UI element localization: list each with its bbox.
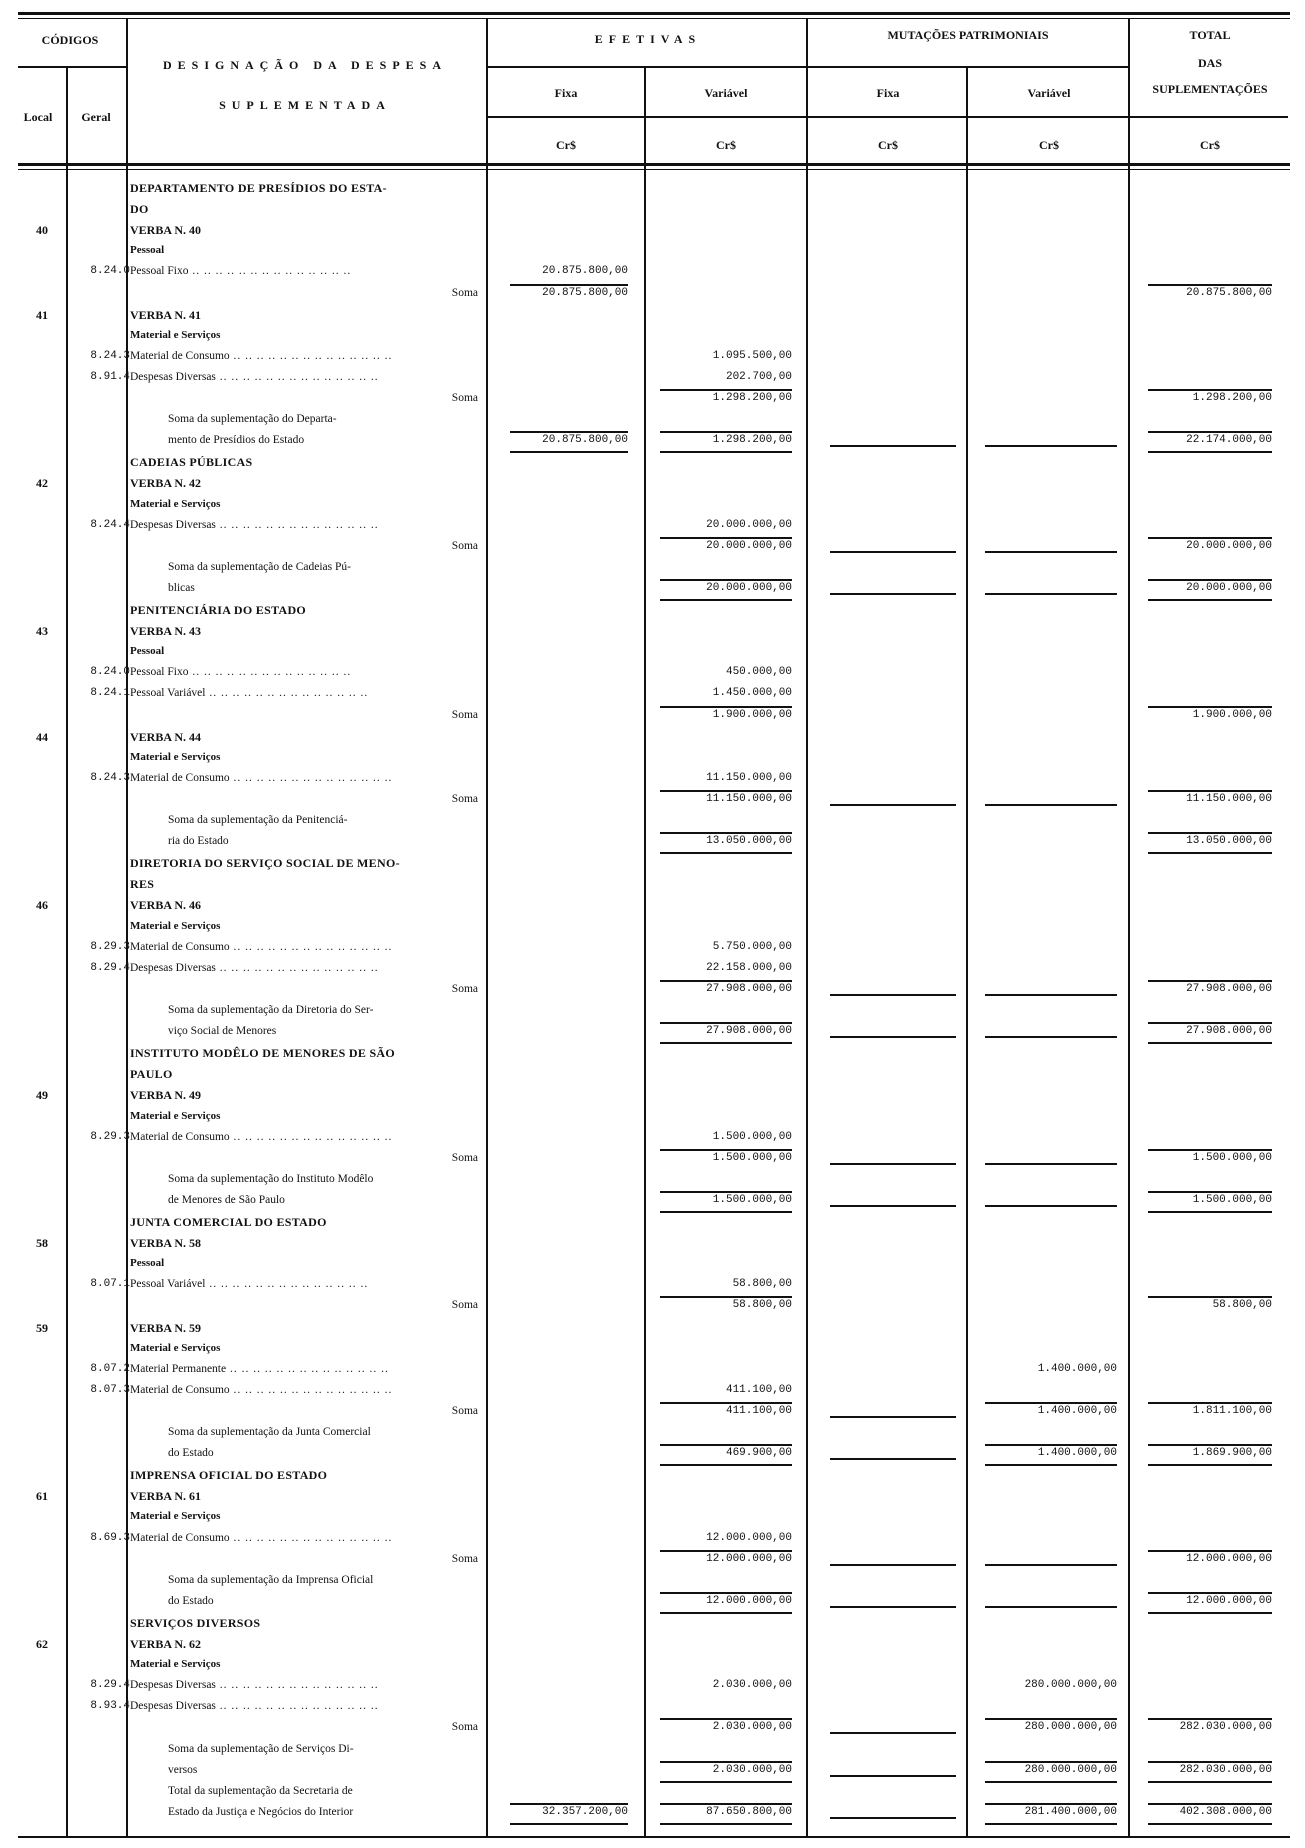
amount-rule <box>1148 284 1272 286</box>
designation-text: VERBA N. 44 <box>130 730 202 744</box>
amount-rule <box>985 1761 1117 1763</box>
amount-rule <box>660 537 792 539</box>
amount-rule <box>660 1761 792 1763</box>
amount-rule <box>1148 832 1272 834</box>
designation-text: Pessoal Variável .. .. <box>130 688 480 700</box>
amount-var: 12.000.000,00 <box>706 1532 792 1544</box>
designation-text: Soma da suplementação da Imprensa Oficial <box>168 1574 374 1586</box>
designation-text: Soma <box>451 1299 478 1311</box>
code-geral: 8.24.4 <box>90 519 130 531</box>
header-codigos: CÓDIGOS <box>41 33 99 47</box>
code-local: 40 <box>36 223 48 237</box>
designation-text: DIRETORIA DO SERVIÇO SOCIAL DE MENO- <box>130 856 400 870</box>
amount-rule <box>510 1803 628 1805</box>
code-geral: 8.24.3 <box>90 772 130 784</box>
amount-total: 402.308.000,00 <box>1179 1806 1272 1818</box>
designation-text: Material e Serviços <box>130 1510 221 1522</box>
designation-text: VERBA N. 46 <box>130 898 202 912</box>
designation-text: Total da suplementação da Secretaria de <box>168 1785 353 1797</box>
amount-mvar: 280.000.000,00 <box>1024 1764 1117 1776</box>
header-suplementada: SUPLEMENTADA <box>219 98 391 112</box>
amount-fixa: 32.357.200,00 <box>542 1806 628 1818</box>
designation-text: VERBA N. 59 <box>130 1321 202 1335</box>
amount-var: 2.030.000,00 <box>712 1764 792 1776</box>
header-mutacoes: MUTAÇÕES PATRIMONIAIS <box>887 28 1049 42</box>
amount-mvar: 1.400.000,00 <box>1037 1405 1117 1417</box>
amount-rule <box>1148 706 1272 708</box>
designation-text: versos <box>168 1764 198 1776</box>
rule-efetivas <box>488 66 808 68</box>
designation-text: Material de Consumo .. .. <box>130 942 480 954</box>
designation-text: Soma <box>451 1553 478 1565</box>
header-bottom-rule <box>18 163 1290 166</box>
designation-text: Pessoal <box>130 1257 165 1269</box>
amount-var: 12.000.000,00 <box>706 1553 792 1565</box>
mutation-dash <box>985 994 1117 996</box>
designation-text: VERBA N. 58 <box>130 1236 202 1250</box>
designation-text: Soma da suplementação da Diretoria do Ser- <box>168 1004 374 1016</box>
amount-rule <box>660 579 792 581</box>
mutation-dash <box>985 804 1117 806</box>
rule-subheads <box>488 116 1288 118</box>
header-mut-fixa: Fixa <box>876 86 900 100</box>
code-local: 43 <box>36 624 48 638</box>
designation-text: Soma <box>451 392 478 404</box>
code-local: 62 <box>36 1637 48 1651</box>
designation-text: Soma <box>451 709 478 721</box>
designation-text: viço Social de Menores <box>168 1025 277 1037</box>
amount-rule <box>1148 790 1272 792</box>
amount-rule <box>1148 1191 1272 1193</box>
header-local: Local <box>23 110 53 124</box>
amount-rule <box>660 1191 792 1193</box>
amount-var: 1.900.000,00 <box>712 709 792 721</box>
amount-rule <box>985 1823 1117 1825</box>
designation-text: VERBA N. 62 <box>130 1637 202 1651</box>
mutation-dash <box>830 593 956 595</box>
header-efetivas: EFETIVAS <box>594 32 702 46</box>
code-local: 58 <box>36 1236 48 1250</box>
designation-text: VERBA N. 40 <box>130 223 202 237</box>
mutation-dash <box>985 593 1117 595</box>
col-rule-local <box>66 66 68 1836</box>
designation-text: SERVIÇOS DIVERSOS <box>130 1616 261 1630</box>
amount-var: 202.700,00 <box>725 371 792 383</box>
top-rule <box>18 12 1290 15</box>
amount-var: 11.150.000,00 <box>706 793 792 805</box>
header-suplementacoes: SUPLEMENTAÇÕES <box>1152 82 1268 96</box>
designation-text: Material de Consumo .. .. <box>130 351 480 363</box>
designation-text: Estado da Justiça e Negócios do Interior <box>168 1806 354 1818</box>
amount-rule <box>1148 537 1272 539</box>
designation-text: de Menores de São Paulo <box>168 1194 285 1206</box>
mutation-dash <box>985 551 1117 553</box>
amount-total: 1.500.000,00 <box>1192 1152 1272 1164</box>
amount-rule <box>985 1718 1117 1720</box>
amount-rule <box>660 832 792 834</box>
designation-text: do Estado <box>168 1447 214 1459</box>
amount-var: 450.000,00 <box>725 666 792 678</box>
amount-rule <box>660 706 792 708</box>
amount-rule <box>660 852 792 854</box>
designation-text: Material e Serviços <box>130 498 221 510</box>
mutation-dash <box>830 1416 956 1418</box>
col-rule-fixa <box>644 66 646 1836</box>
code-geral: 8.24.1 <box>90 687 130 699</box>
designation-text: Soma da suplementação do Instituto Modêlo <box>168 1173 374 1185</box>
col-rule-geral <box>126 18 128 1836</box>
amount-total: 13.050.000,00 <box>1186 835 1272 847</box>
top-rule-thin <box>18 18 1290 19</box>
amount-rule <box>1148 389 1272 391</box>
designation-text: JUNTA COMERCIAL DO ESTADO <box>130 1215 327 1229</box>
designation-text: Despesas Diversas .. .. <box>130 1680 480 1692</box>
mutation-dash <box>830 1564 956 1566</box>
amount-rule <box>1148 1612 1272 1614</box>
amount-var: 58.800,00 <box>732 1299 792 1311</box>
mutation-dash <box>830 1817 956 1819</box>
amount-mvar: 281.400.000,00 <box>1024 1806 1117 1818</box>
designation-text: mento de Presídios do Estado <box>168 434 305 446</box>
amount-rule <box>660 1803 792 1805</box>
amount-rule <box>1148 1149 1272 1151</box>
designation-text: PAULO <box>130 1067 173 1081</box>
code-local: 44 <box>36 730 48 744</box>
header-variavel: Variável <box>704 86 748 100</box>
amount-var: 1.500.000,00 <box>712 1152 792 1164</box>
designation-text: Despesas Diversas .. .. <box>130 963 480 975</box>
designation-text: Pessoal <box>130 645 165 657</box>
amount-var: 27.908.000,00 <box>706 1025 792 1037</box>
amount-rule <box>1148 431 1272 433</box>
amount-var: 469.900,00 <box>725 1447 792 1459</box>
code-local: 42 <box>36 476 48 490</box>
amount-var: 11.150.000,00 <box>706 772 792 784</box>
code-geral: 8.29.4 <box>90 1679 130 1691</box>
designation-text: VERBA N. 42 <box>130 476 202 490</box>
mutation-dash <box>830 1205 956 1207</box>
designation-text: Soma da suplementação do Departa- <box>168 413 337 425</box>
amount-rule <box>985 1444 1117 1446</box>
amount-mvar: 1.400.000,00 <box>1037 1363 1117 1375</box>
designation-text: RES <box>130 877 155 891</box>
header-bottom-rule-thin <box>18 169 1290 170</box>
designation-text: CADEIAS PÚBLICAS <box>130 455 253 469</box>
amount-var: 2.030.000,00 <box>712 1679 792 1691</box>
mutation-dash <box>985 1606 1117 1608</box>
header-currency-mfixa: Cr$ <box>878 138 898 152</box>
amount-mvar: 1.400.000,00 <box>1037 1447 1117 1459</box>
designation-text: INSTITUTO MODÊLO DE MENORES DE SÃO <box>130 1046 396 1060</box>
amount-rule <box>660 980 792 982</box>
amount-var: 12.000.000,00 <box>706 1595 792 1607</box>
amount-var: 1.450.000,00 <box>712 687 792 699</box>
amount-rule <box>510 1823 628 1825</box>
amount-rule <box>660 790 792 792</box>
amount-var: 87.650.800,00 <box>706 1806 792 1818</box>
designation-text: Material e Serviços <box>130 920 221 932</box>
mutation-dash <box>830 1775 956 1777</box>
header-currency-fixa: Cr$ <box>556 138 576 152</box>
code-geral: 8.07.2 <box>90 1363 130 1375</box>
header-total: TOTAL <box>1189 28 1231 42</box>
col-rule-efetivas <box>806 18 808 1836</box>
col-rule-mutacoes <box>1128 18 1130 1836</box>
designation-text: Material e Serviços <box>130 329 221 341</box>
amount-var: 20.000.000,00 <box>706 540 792 552</box>
amount-rule <box>660 389 792 391</box>
designation-text: ria do Estado <box>168 835 229 847</box>
amount-total: 11.150.000,00 <box>1186 793 1272 805</box>
mutation-dash <box>985 1036 1117 1038</box>
designation-text: do Estado <box>168 1595 214 1607</box>
code-geral: 8.29.3 <box>90 941 130 953</box>
amount-total: 22.174.000,00 <box>1186 434 1272 446</box>
mutation-dash <box>830 1606 956 1608</box>
amount-rule <box>1148 579 1272 581</box>
designation-text: Despesas Diversas .. .. <box>130 520 480 532</box>
amount-rule <box>660 1823 792 1825</box>
code-geral: 8.07.3 <box>90 1384 130 1396</box>
amount-var: 27.908.000,00 <box>706 983 792 995</box>
designation-text: Soma <box>451 793 478 805</box>
amount-var: 411.100,00 <box>725 1405 792 1417</box>
amount-rule <box>660 599 792 601</box>
header-currency-mvar: Cr$ <box>1039 138 1059 152</box>
mutation-dash <box>830 1163 956 1165</box>
code-local: 59 <box>36 1321 48 1335</box>
amount-var: 5.750.000,00 <box>712 941 792 953</box>
amount-fixa: 20.875.800,00 <box>542 434 628 446</box>
amount-rule <box>1148 599 1272 601</box>
amount-var: 1.298.200,00 <box>712 392 792 404</box>
amount-var: 22.158.000,00 <box>706 962 792 974</box>
amount-fixa: 20.875.800,00 <box>542 287 628 299</box>
amount-var: 13.050.000,00 <box>706 835 792 847</box>
designation-text: PENITENCIÁRIA DO ESTADO <box>130 603 307 617</box>
amount-rule <box>1148 1444 1272 1446</box>
designation-text: Material e Serviços <box>130 1110 221 1122</box>
code-geral: 8.07.1 <box>90 1278 130 1290</box>
amount-rule <box>660 1042 792 1044</box>
amount-rule <box>660 1718 792 1720</box>
amount-rule <box>660 1550 792 1552</box>
designation-text: Soma <box>451 287 478 299</box>
mutation-dash <box>985 445 1117 447</box>
designation-text: Material de Consumo .. .. <box>130 1385 480 1397</box>
amount-rule <box>510 451 628 453</box>
designation-text: DEPARTAMENTO DE PRESÍDIOS DO ESTA- <box>130 181 387 195</box>
mutation-dash <box>985 1163 1117 1165</box>
designation-text: Material de Consumo .. .. <box>130 1533 480 1545</box>
designation-text: Soma <box>451 1721 478 1733</box>
amount-rule <box>1148 1042 1272 1044</box>
amount-rule <box>510 431 628 433</box>
amount-var: 20.000.000,00 <box>706 519 792 531</box>
rule-mutacoes <box>808 66 1130 68</box>
amount-var: 1.500.000,00 <box>712 1194 792 1206</box>
designation-text: Soma <box>451 1152 478 1164</box>
amount-rule <box>1148 1823 1272 1825</box>
designation-text: VERBA N. 61 <box>130 1489 202 1503</box>
amount-var: 1.298.200,00 <box>712 434 792 446</box>
designation-text: blicas <box>168 582 195 594</box>
mutation-dash <box>830 445 956 447</box>
amount-rule <box>1148 852 1272 854</box>
amount-rule <box>660 1296 792 1298</box>
header-mut-variavel: Variável <box>1027 86 1071 100</box>
col-rule-mfixa <box>966 66 968 1836</box>
amount-total: 20.000.000,00 <box>1186 582 1272 594</box>
amount-rule <box>660 1464 792 1466</box>
amount-total: 20.875.800,00 <box>1186 287 1272 299</box>
designation-text: VERBA N. 41 <box>130 308 202 322</box>
header-geral: Geral <box>81 110 111 124</box>
mutation-dash <box>830 551 956 553</box>
amount-var: 1.500.000,00 <box>712 1131 792 1143</box>
amount-rule <box>660 1149 792 1151</box>
amount-rule <box>1148 451 1272 453</box>
header-designacao: DESIGNAÇÃO DA DESPESA <box>162 58 448 72</box>
amount-rule <box>985 1464 1117 1466</box>
code-geral: 8.24.0 <box>90 265 130 277</box>
designation-text: Soma <box>451 983 478 995</box>
amount-rule <box>1148 1022 1272 1024</box>
amount-rule <box>660 451 792 453</box>
amount-total: 282.030.000,00 <box>1179 1721 1272 1733</box>
amount-mvar: 280.000.000,00 <box>1024 1721 1117 1733</box>
amount-rule <box>510 284 628 286</box>
amount-rule <box>985 1803 1117 1805</box>
amount-rule <box>1148 1211 1272 1213</box>
rule-codigos <box>18 66 126 68</box>
amount-var: 20.000.000,00 <box>706 582 792 594</box>
amount-rule <box>660 1781 792 1783</box>
amount-rule <box>1148 1781 1272 1783</box>
amount-rule <box>985 1781 1117 1783</box>
amount-rule <box>1148 1464 1272 1466</box>
amount-total: 1.900.000,00 <box>1192 709 1272 721</box>
designation-text: Pessoal <box>130 244 165 256</box>
header-fixa: Fixa <box>554 86 578 100</box>
amount-rule <box>660 1612 792 1614</box>
amount-rule <box>660 1211 792 1213</box>
designation-text: Soma <box>451 540 478 552</box>
designation-text: Material Permanente .. .. <box>130 1364 480 1376</box>
amount-rule <box>660 431 792 433</box>
mutation-dash <box>985 1205 1117 1207</box>
mutation-dash <box>985 1564 1117 1566</box>
amount-total: 27.908.000,00 <box>1186 1025 1272 1037</box>
amount-total: 282.030.000,00 <box>1179 1764 1272 1776</box>
amount-fixa: 20.875.800,00 <box>542 265 628 277</box>
designation-text: Soma da suplementação de Cadeias Pú- <box>168 561 351 573</box>
amount-rule <box>1148 1296 1272 1298</box>
header-das: DAS <box>1197 56 1222 70</box>
designation-text: Material e Serviços <box>130 1658 221 1670</box>
designation-text: VERBA N. 49 <box>130 1088 202 1102</box>
amount-rule <box>1148 1761 1272 1763</box>
code-local: 41 <box>36 308 48 322</box>
amount-var: 1.095.500,00 <box>712 350 792 362</box>
code-geral: 8.24.0 <box>90 666 130 678</box>
designation-text: Pessoal Variável .. .. <box>130 1279 480 1291</box>
designation-text: Soma da suplementação de Serviços Di- <box>168 1743 354 1755</box>
designation-text: Material e Serviços <box>130 751 221 763</box>
code-geral: 8.29.4 <box>90 962 130 974</box>
designation-text: DO <box>130 202 149 216</box>
code-geral: 8.93.4 <box>90 1700 130 1712</box>
designation-text: Pessoal Fixo .. .. <box>130 667 480 679</box>
designation-text: Soma da suplementação da Junta Comercial <box>168 1426 371 1438</box>
designation-text: Pessoal Fixo .. .. <box>130 266 480 278</box>
amount-var: 58.800,00 <box>732 1278 792 1290</box>
mutation-dash <box>830 994 956 996</box>
designation-text: Despesas Diversas .. .. <box>130 372 480 384</box>
header-currency-var: Cr$ <box>716 138 736 152</box>
code-local: 49 <box>36 1088 48 1102</box>
amount-rule <box>1148 1592 1272 1594</box>
amount-total: 1.298.200,00 <box>1192 392 1272 404</box>
amount-total: 1.500.000,00 <box>1192 1194 1272 1206</box>
amount-rule <box>660 1444 792 1446</box>
designation-text: Despesas Diversas .. .. <box>130 1701 480 1713</box>
col-rule-desig <box>486 18 488 1836</box>
amount-total: 1.869.900,00 <box>1192 1447 1272 1459</box>
amount-rule <box>660 1402 792 1404</box>
code-geral: 8.24.3 <box>90 350 130 362</box>
amount-rule <box>1148 1550 1272 1552</box>
amount-mvar: 280.000.000,00 <box>1024 1679 1117 1691</box>
code-geral: 8.29.3 <box>90 1131 130 1143</box>
amount-total: 27.908.000,00 <box>1186 983 1272 995</box>
designation-text: Soma da suplementação da Penitenciá- <box>168 814 348 826</box>
amount-rule <box>1148 1803 1272 1805</box>
amount-rule <box>985 1402 1117 1404</box>
code-local: 61 <box>36 1489 48 1503</box>
mutation-dash <box>830 1732 956 1734</box>
amount-total: 58.800,00 <box>1212 1299 1272 1311</box>
designation-text: Material e Serviços <box>130 1342 221 1354</box>
designation-text: Soma <box>451 1405 478 1417</box>
amount-var: 2.030.000,00 <box>712 1721 792 1733</box>
code-geral: 8.69.3 <box>90 1532 130 1544</box>
code-local: 46 <box>36 898 48 912</box>
code-geral: 8.91.4 <box>90 371 130 383</box>
designation-text: IMPRENSA OFICIAL DO ESTADO <box>130 1468 328 1482</box>
amount-total: 1.811.100,00 <box>1192 1405 1272 1417</box>
amount-rule <box>660 1022 792 1024</box>
header-currency-total: Cr$ <box>1200 138 1220 152</box>
amount-total: 12.000.000,00 <box>1186 1553 1272 1565</box>
amount-rule <box>660 1592 792 1594</box>
bottom-rule <box>18 1836 1290 1838</box>
designation-text: VERBA N. 43 <box>130 624 202 638</box>
amount-total: 12.000.000,00 <box>1186 1595 1272 1607</box>
mutation-dash <box>830 1036 956 1038</box>
amount-var: 411.100,00 <box>725 1384 792 1396</box>
mutation-dash <box>830 804 956 806</box>
designation-text: Material de Consumo .. .. <box>130 773 480 785</box>
mutation-dash <box>830 1458 956 1460</box>
amount-total: 20.000.000,00 <box>1186 540 1272 552</box>
amount-rule <box>1148 1718 1272 1720</box>
amount-rule <box>1148 980 1272 982</box>
amount-rule <box>1148 1402 1272 1404</box>
designation-text: Material de Consumo .. .. <box>130 1132 480 1144</box>
